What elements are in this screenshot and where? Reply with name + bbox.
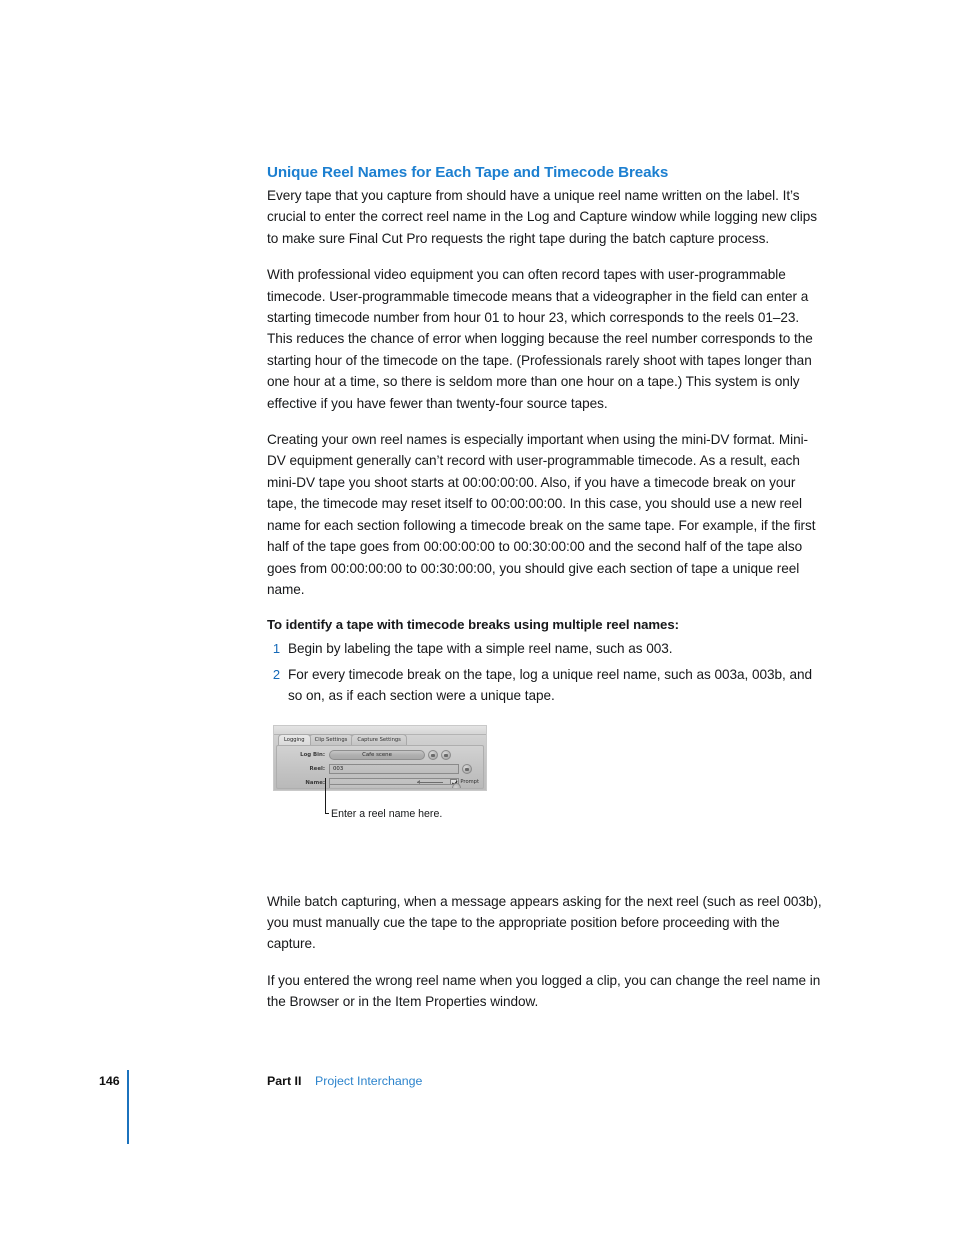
callout-leader-tick xyxy=(325,813,329,814)
reel-label: Reel: xyxy=(309,766,325,773)
figure-caption: Enter a reel name here. xyxy=(331,807,443,820)
step-number: 1 xyxy=(272,641,280,657)
step-number: 2 xyxy=(272,666,280,682)
name-label: Name: xyxy=(305,780,325,787)
list-item xyxy=(267,638,823,659)
step-text: For every timecode break on the tape, log a unique reel name, such as 003a, 003b, and so on, as if each section were a unique tape. xyxy=(288,666,812,704)
log-bin-value[interactable]: Cafe scene xyxy=(329,750,425,760)
fcp-logging-panel xyxy=(273,725,487,791)
fcp-tab-bar xyxy=(278,734,405,745)
paragraph-4: While batch capturing, when a message appears asking for the next reel (such as reel 003b), you must manually cue the tape to the appropriate position before proceeding with the capture. xyxy=(267,893,822,952)
content-column xyxy=(267,163,823,1013)
log-bin-row xyxy=(277,749,483,762)
procedure-heading: To identify a tape with timecode breaks using multiple reel names: xyxy=(267,617,679,633)
callout-leader-line xyxy=(325,778,326,814)
paragraph-5: If you entered the wrong reel name when you logged a clip, you can change the reel name in the Browser or in the Item Properties window. xyxy=(267,972,821,1010)
new-bin-icon[interactable] xyxy=(428,750,438,760)
callout-arrow-icon xyxy=(417,782,443,783)
next-field-partial xyxy=(329,784,459,788)
procedure-step-list xyxy=(267,638,823,706)
paragraph-1: Every tape that you capture from should have a unique reel name written on the label. It’s crucial to enter the correct reel name in the Log and Capture window while logging new clips to make sure Final Cut Pro requests the right tape during the batch capture process. xyxy=(267,188,818,246)
page-number: 146 xyxy=(99,1074,120,1088)
open-bin-icon[interactable] xyxy=(441,750,451,760)
fcp-panel-body xyxy=(276,745,484,789)
reel-input[interactable]: 003 xyxy=(329,764,459,774)
footer-chapter-label: Project Interchange xyxy=(315,1074,423,1088)
tab-capture-settings[interactable]: Capture Settings xyxy=(351,734,407,745)
footer-divider xyxy=(127,1070,129,1144)
tab-logging[interactable]: Logging xyxy=(278,734,311,745)
reel-marker-icon[interactable] xyxy=(462,764,472,774)
section-heading: Unique Reel Names for Each Tape and Timecode Breaks xyxy=(267,164,669,181)
paragraph-3: Creating your own reel names is especially important when using the mini-DV format. Mini-DV equipment generally can’t record with user-programmable timecode. As a result, each mini-DV tape you shoot starts at 00:00:00:00. Also, if you have a timecode break on your tape, the timecode may reset itself to 00:00:00:00. In this case, you should use a new reel name for each section following a timecode break on the same tape. For example, if the first half of the tape goes from 00:00:00:00 to 00:30:00:00 and the second half of the tape also goes from 00:00:00:00 to 00:30:00:00, you should give each section of tape a unique reel name. xyxy=(267,432,816,597)
tab-clip-settings[interactable]: Clip Settings xyxy=(309,734,354,745)
paragraph-2: With professional video equipment you can often record tapes with user-programmable timecode. User-programmable timecode means that a videographer in the field can enter a starting timecode number from hour 01 to hour 23, which corresponds to the reels 01–23. This reduces the chance of error when logging because the reel number corresponds to the starting hour of the timecode on the tape. (Professionals rarely shoot with tapes longer than one hour at a time, so there is seldom more than one hour on a tape.) This system is only effective if you have fewer than twenty-four source tapes. xyxy=(267,267,813,411)
log-bin-label: Log Bin: xyxy=(300,752,325,759)
figure-log-and-capture xyxy=(273,725,489,820)
reel-row xyxy=(277,763,483,776)
step-text: Begin by labeling the tape with a simple reel name, such as 003. xyxy=(288,641,673,657)
footer-part-label: Part II xyxy=(267,1074,302,1088)
prompt-label: Prompt xyxy=(460,779,479,786)
page-footer xyxy=(0,1068,954,1158)
list-item xyxy=(267,664,823,707)
